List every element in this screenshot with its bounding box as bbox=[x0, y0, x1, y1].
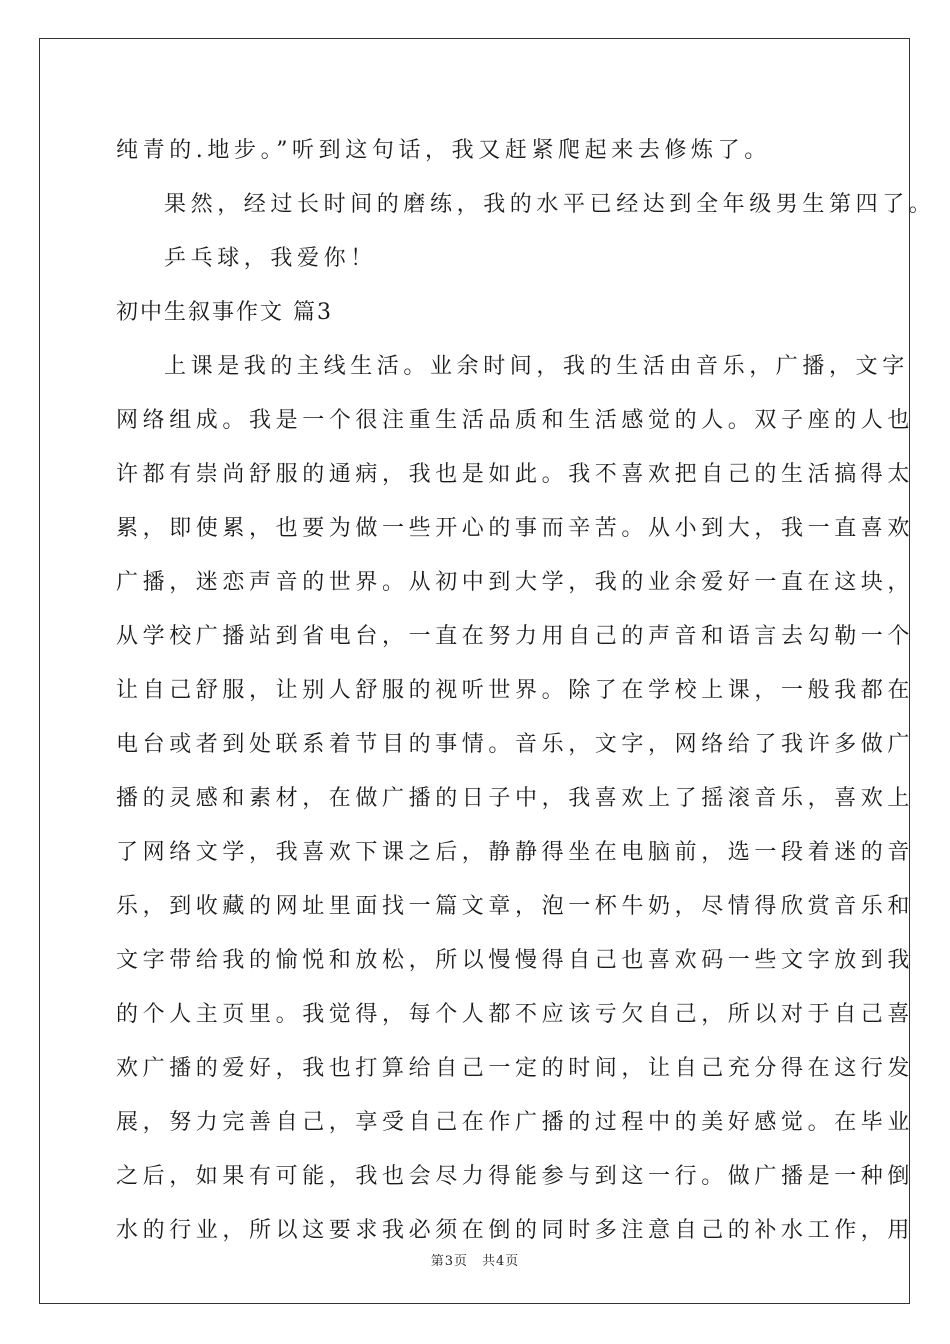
document-body bbox=[116, 124, 936, 1258]
text-line: 从学校广播站到省电台，一直在努力用自己的声音和语言去勾勒一个 bbox=[116, 624, 915, 649]
text-line: 上课是我的主线生活。业余时间，我的生活由音乐，广播，文字 bbox=[164, 354, 909, 379]
text-line: 电台或者到处联系着节目的事情。音乐，文字，网络给了我许多做广 bbox=[116, 732, 915, 757]
text-line: 让自己舒服，让别人舒服的视听世界。除了在学校上课，一般我都在 bbox=[116, 678, 915, 703]
text-line: 许都有崇尚舒服的通病，我也是如此。我不喜欢把自己的生活搞得太 bbox=[116, 462, 915, 487]
text-line: 果然，经过长时间的磨练，我的水平已经达到全年级男生第四了。 bbox=[164, 192, 936, 217]
text-line: 纯青的.地步。”听到这句话，我又赶紧爬起来去修炼了。 bbox=[116, 138, 771, 163]
text-line: 广播，迷恋声音的世界。从初中到大学，我的业余爱好一直在这块， bbox=[116, 570, 915, 595]
text-line: 之后，如果有可能，我也会尽力得能参与到这一行。做广播是一种倒 bbox=[116, 1164, 915, 1189]
page-total: 共4页 bbox=[482, 1254, 520, 1269]
text-line: 展，努力完善自己，享受自己在作广播的过程中的美好感觉。在毕业 bbox=[116, 1110, 915, 1135]
text-line: 文字带给我的愉悦和放松，所以慢慢得自己也喜欢码一些文字放到我 bbox=[116, 948, 915, 973]
text-line: 的个人主页里。我觉得，每个人都不应该亏欠自己，所以对于自己喜 bbox=[116, 1002, 915, 1027]
text-line: 乐，到收藏的网址里面找一篇文章，泡一杯牛奶，尽情得欣赏音乐和 bbox=[116, 894, 915, 919]
text-line: 网络组成。我是一个很注重生活品质和生活感觉的人。双子座的人也 bbox=[116, 408, 915, 433]
page-footer bbox=[0, 1250, 950, 1269]
text-line: 欢广播的爱好，我也打算给自己一定的时间，让自己充分得在这行发 bbox=[116, 1056, 915, 1081]
text-line: 水的行业，所以这要求我必须在倒的同时多注意自己的补水工作，用 bbox=[116, 1218, 915, 1243]
text-line: 累，即使累，也要为做一些开心的事而辛苦。从小到大，我一直喜欢 bbox=[116, 516, 915, 541]
text-line: 了网络文学，我喜欢下课之后，静静得坐在电脑前，选一段着迷的音 bbox=[116, 840, 915, 865]
text-line: 播的灵感和素材，在做广播的日子中，我喜欢上了摇滚音乐，喜欢上 bbox=[116, 786, 915, 811]
section-heading: 初中生叙事作文 篇3 bbox=[116, 300, 333, 325]
page-number: 第3页 bbox=[430, 1254, 468, 1269]
text-line: 乒乓球，我爱你！ bbox=[164, 246, 377, 271]
